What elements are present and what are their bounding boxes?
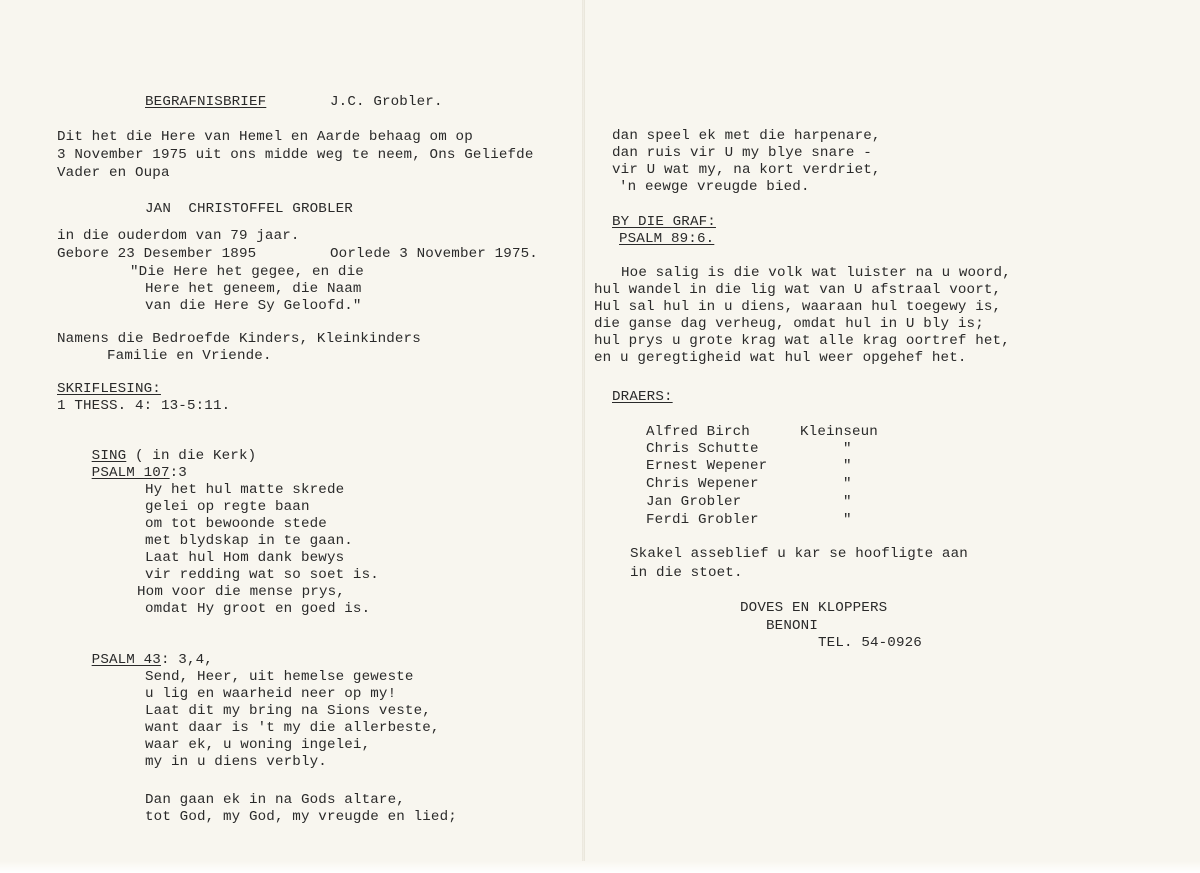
psalm-107-verse: :3 [169,465,187,481]
psalm-43-line: Laat dit my bring na Sions veste, [145,703,431,719]
intro-line: 3 November 1975 uit ons midde weg te neem, Ons Geliefde [57,147,534,163]
psalm-107-line: Hy het hul matte skrede [145,482,345,498]
deceased-full-name: JAN CHRISTOFFEL GROBLER [145,201,353,217]
undertaker-name: DOVES EN KLOPPERS [740,600,888,616]
sing-note: ( in die Kerk) [126,448,257,464]
grave-psalm-line: hul prys u grote krag wat alle krag oortref het, [594,333,1010,349]
family-line: Namens die Bedroefde Kinders, Kleinkinders [57,331,421,347]
heading-title: BEGRAFNISBRIEF [145,94,267,110]
grave-label: BY DIE GRAF: [612,214,716,230]
notice-line: Skakel asseblief u kar se hoofligte aan [630,546,968,562]
bearers-label: DRAERS: [612,389,673,405]
bearer-name: Alfred Birch [646,424,750,440]
undertaker-town: BENONI [766,618,818,634]
quote-line: Here het geneem, die Naam [145,281,362,297]
bearer-relation: " [843,476,852,492]
undertaker-telephone: TEL. 54-0926 [818,635,922,651]
family-line: Familie en Vriende. [107,348,272,364]
psalm-107-line: gelei op regte baan [145,499,310,515]
quote-line: van die Here Sy Geloofd." [145,298,362,314]
bearer-name: Chris Schutte [646,441,759,457]
psalm-107-line: vir redding wat so soet is. [145,567,379,583]
bearer-name: Ernest Wepener [646,458,768,474]
intro-line: Dit het die Here van Hemel en Aarde behaag om op [57,129,473,145]
scripture-reading-label: SKRIFLESING: [57,381,161,397]
bearer-name: Ferdi Grobler [646,512,759,528]
psalm-107-line: Laat hul Hom dank bewys [145,550,345,566]
psalm-107-line: Hom voor die mense prys, [137,584,345,600]
heading-name: J.C. Grobler. [330,94,443,110]
psalm-43-verse: : 3,4, [160,652,213,668]
paper-edge [0,861,1200,873]
birth-date: Gebore 23 Desember 1895 [57,246,257,262]
psalm-43-line: waar ek, u woning ingelei, [145,737,371,753]
bearer-relation: " [843,458,852,474]
psalm-43-continued-line: dan speel ek met die harpenare, [612,128,881,144]
psalm-43-line: u lig en waarheid neer op my! [145,686,397,702]
bearer-relation: " [843,494,852,510]
bearer-name: Chris Wepener [646,476,759,492]
quote-line: "Die Here het gegee, en die [130,264,364,280]
bearer-relation: " [843,441,852,457]
notice-line: in die stoet. [630,565,743,581]
grave-psalm-line: Hul sal hul in u diens, waaraan hul toegewy is, [594,299,1002,315]
psalm-107-line: om tot bewoonde stede [145,516,327,532]
psalm-107-label: PSALM 107 [91,465,170,481]
sing-label: SING [91,448,127,464]
death-date: Oorlede 3 November 1975. [330,246,538,262]
scripture-reading-ref: 1 THESS. 4: 13-5:11. [57,398,231,414]
psalm-43-line: Send, Heer, uit hemelse geweste [145,669,414,685]
psalm-43-continued-line: vir U wat my, na kort verdriet, [612,162,881,178]
psalm-43-line: want daar is 't my die allerbeste, [145,720,440,736]
grave-psalm-line: en u geregtigheid wat hul weer opgehef het. [594,350,967,366]
grave-psalm: PSALM 89:6. [619,231,715,247]
grave-psalm-line: hul wandel in die lig wat van U afstraal voort, [594,282,1002,298]
age-line: in die ouderdom van 79 jaar. [57,228,300,244]
psalm-43-line: my in u diens verbly. [145,754,327,770]
bearer-relation: " [843,512,852,528]
psalm-43-line: Dan gaan ek in na Gods altare, [145,792,405,808]
psalm-43-label: PSALM 43 [91,652,161,668]
psalm-43-continued-line: 'n eewge vreugde bied. [619,179,810,195]
psalm-107-line: met blydskap in te gaan. [145,533,353,549]
grave-psalm-line: die ganse dag verheug, omdat hul in U bly is; [594,316,984,332]
page-fold [582,0,585,873]
intro-line: Vader en Oupa [57,165,170,181]
bearer-name: Jan Grobler [646,494,742,510]
psalm-107-line: omdat Hy groot en goed is. [145,601,371,617]
bearer-relation: Kleinseun [800,424,878,440]
grave-psalm-line: Hoe salig is die volk wat luister na u woord, [621,265,1011,281]
psalm-43-continued-line: dan ruis vir U my blye snare - [612,145,872,161]
psalm-43-line: tot God, my God, my vreugde en lied; [145,809,457,825]
